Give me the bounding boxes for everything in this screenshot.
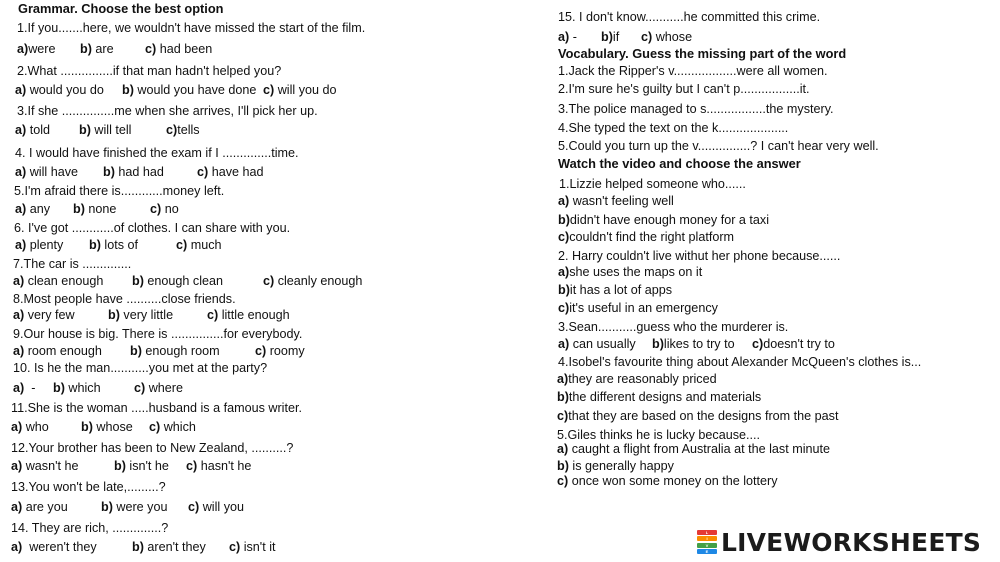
vocabulary-item-1[interactable]: 1.Jack the Ripper's v..................were all women. xyxy=(558,64,828,78)
video-option-5c[interactable]: c) once won some money on the lottery xyxy=(557,474,778,488)
grammar-option-1b[interactable]: b) are xyxy=(80,42,114,56)
video-question-3: 3.Sean...........guess who the murderer is. xyxy=(558,320,789,334)
grammar-option-3a[interactable]: a) told xyxy=(15,123,51,137)
grammar-option-15a[interactable]: a) - xyxy=(558,30,577,44)
video-option-5b[interactable]: b) is generally happy xyxy=(557,459,674,473)
grammar-question-12: 12.Your brother has been to New Zealand, ..........? xyxy=(11,441,294,455)
grammar-option-12b[interactable]: b) isn't he xyxy=(114,459,169,473)
grammar-question-7: 7.The car is .............. xyxy=(13,257,132,271)
grammar-question-15: 15. I don't know...........he committed this crime. xyxy=(558,10,821,24)
grammar-option-15b[interactable]: b)if xyxy=(601,30,620,44)
video-option-3a[interactable]: a) can usually xyxy=(558,337,636,351)
grammar-question-10: 10. Is he the man...........you met at the party? xyxy=(13,361,268,375)
video-question-2: 2. Harry couldn't live withut her phone because...... xyxy=(558,249,841,263)
liveworksheets-logo-icon xyxy=(697,530,717,554)
grammar-option-11c[interactable]: c) which xyxy=(149,420,196,434)
grammar-option-5b[interactable]: b) none xyxy=(73,202,117,216)
grammar-option-10c[interactable]: c) where xyxy=(134,381,184,395)
grammar-option-11a[interactable]: a) who xyxy=(11,420,49,434)
grammar-option-4a[interactable]: a) will have xyxy=(15,165,78,179)
grammar-question-9: 9.Our house is big. There is ...............for everybody. xyxy=(13,327,303,341)
grammar-option-3c[interactable]: c)tells xyxy=(166,123,200,137)
grammar-option-10b[interactable]: b) which xyxy=(53,381,101,395)
grammar-question-2: 2.What ...............if that man hadn't helped you? xyxy=(17,64,282,78)
grammar-option-12a[interactable]: a) wasn't he xyxy=(11,459,79,473)
grammar-heading: Grammar. Choose the best option xyxy=(18,1,224,16)
vocabulary-item-2[interactable]: 2.I'm sure he's guilty but I can't p.................it. xyxy=(558,82,810,96)
grammar-option-6b[interactable]: b) lots of xyxy=(89,238,138,252)
vocabulary-item-4[interactable]: 4.She typed the text on the k.................... xyxy=(558,121,789,135)
grammar-question-6: 6. I've got ............of clothes. I can share with you. xyxy=(14,221,291,235)
grammar-option-5a[interactable]: a) any xyxy=(15,202,51,216)
grammar-option-14b[interactable]: b) aren't they xyxy=(132,540,206,554)
grammar-question-14: 14. They are rich, ..............? xyxy=(11,521,169,535)
video-heading: Watch the video and choose the answer xyxy=(558,156,801,171)
grammar-option-2b[interactable]: b) would you have done xyxy=(122,83,257,97)
grammar-question-13: 13.You won't be late,.........? xyxy=(11,480,166,494)
video-option-4b[interactable]: b)the different designs and materials xyxy=(557,390,762,404)
grammar-option-1c[interactable]: c) had been xyxy=(145,42,213,56)
grammar-option-6c[interactable]: c) much xyxy=(176,238,222,252)
video-option-2b[interactable]: b)it has a lot of apps xyxy=(558,283,673,297)
vocabulary-item-3[interactable]: 3.The police managed to s.................the mystery. xyxy=(558,102,834,116)
liveworksheets-logo xyxy=(697,528,981,556)
logo-icon-bar-e: E xyxy=(697,549,717,554)
video-option-1b[interactable]: b)didn't have enough money for a taxi xyxy=(558,213,770,227)
grammar-option-2a[interactable]: a) would you do xyxy=(15,83,104,97)
grammar-option-3b[interactable]: b) will tell xyxy=(79,123,132,137)
grammar-option-7b[interactable]: b) enough clean xyxy=(132,274,224,288)
vocabulary-heading: Vocabulary. Guess the missing part of the word xyxy=(558,46,847,61)
grammar-option-12c[interactable]: c) hasn't he xyxy=(186,459,252,473)
grammar-option-8a[interactable]: a) very few xyxy=(13,308,75,322)
video-option-4c[interactable]: c)that they are based on the designs from the past xyxy=(557,409,839,423)
grammar-option-15c[interactable]: c) whose xyxy=(641,30,693,44)
logo-icon-bar-i: I xyxy=(697,536,717,541)
liveworksheets-logo-text: LIVEWORKSHEETS xyxy=(721,527,982,557)
grammar-option-10a[interactable]: a) - xyxy=(13,381,36,395)
vocabulary-item-5[interactable]: 5.Could you turn up the v...............? I can't hear very well. xyxy=(558,139,879,153)
grammar-question-3: 3.If she ...............me when she arrives, I'll pick her up. xyxy=(17,104,318,118)
grammar-option-8c[interactable]: c) little enough xyxy=(207,308,290,322)
video-option-1a[interactable]: a) wasn't feeling well xyxy=(558,194,674,208)
video-option-1c[interactable]: c)couldn't find the right platform xyxy=(558,230,735,244)
video-option-3b[interactable]: b)likes to try to xyxy=(652,337,735,351)
grammar-question-11: 11.She is the woman .....husband is a famous writer. xyxy=(11,401,302,415)
video-question-1: 1.Lizzie helped someone who...... xyxy=(559,177,746,191)
video-option-4a[interactable]: a)they are reasonably priced xyxy=(557,372,717,386)
grammar-question-1: 1.If you.......here, we wouldn't have missed the start of the film. xyxy=(17,21,366,35)
logo-icon-bar-v: V xyxy=(697,543,717,548)
video-question-4: 4.Isobel's favourite thing about Alexander McQueen's clothes is... xyxy=(558,355,922,369)
video-option-5a[interactable]: a) caught a flight from Australia at the last minute xyxy=(557,442,831,456)
logo-icon-bar-l: L xyxy=(697,530,717,535)
grammar-option-8b[interactable]: b) very little xyxy=(108,308,174,322)
grammar-option-6a[interactable]: a) plenty xyxy=(15,238,64,252)
video-question-5: 5.Giles thinks he is lucky because.... xyxy=(557,428,760,442)
grammar-option-14c[interactable]: c) isn't it xyxy=(229,540,276,554)
grammar-option-9a[interactable]: a) room enough xyxy=(13,344,102,358)
grammar-option-1a[interactable]: a)were xyxy=(17,42,56,56)
grammar-option-14a[interactable]: a) weren't they xyxy=(11,540,97,554)
grammar-option-7c[interactable]: c) cleanly enough xyxy=(263,274,363,288)
video-option-2c[interactable]: c)it's useful in an emergency xyxy=(558,301,718,315)
grammar-option-4b[interactable]: b) had had xyxy=(103,165,164,179)
grammar-option-11b[interactable]: b) whose xyxy=(81,420,133,434)
grammar-option-9b[interactable]: b) enough room xyxy=(130,344,220,358)
grammar-question-8: 8.Most people have ..........close friends. xyxy=(13,292,236,306)
grammar-question-4: 4. I would have finished the exam if I ..............time. xyxy=(15,146,299,160)
video-option-3c[interactable]: c)doesn't try to xyxy=(752,337,835,351)
grammar-option-13c[interactable]: c) will you xyxy=(188,500,244,514)
grammar-option-7a[interactable]: a) clean enough xyxy=(13,274,104,288)
grammar-question-5: 5.I'm afraid there is............money left. xyxy=(14,184,225,198)
grammar-option-5c[interactable]: c) no xyxy=(150,202,179,216)
grammar-option-13a[interactable]: a) are you xyxy=(11,500,68,514)
grammar-option-9c[interactable]: c) roomy xyxy=(255,344,305,358)
grammar-option-4c[interactable]: c) have had xyxy=(197,165,264,179)
video-option-2a[interactable]: a)she uses the maps on it xyxy=(558,265,703,279)
grammar-option-2c[interactable]: c) will you do xyxy=(263,83,337,97)
grammar-option-13b[interactable]: b) were you xyxy=(101,500,168,514)
